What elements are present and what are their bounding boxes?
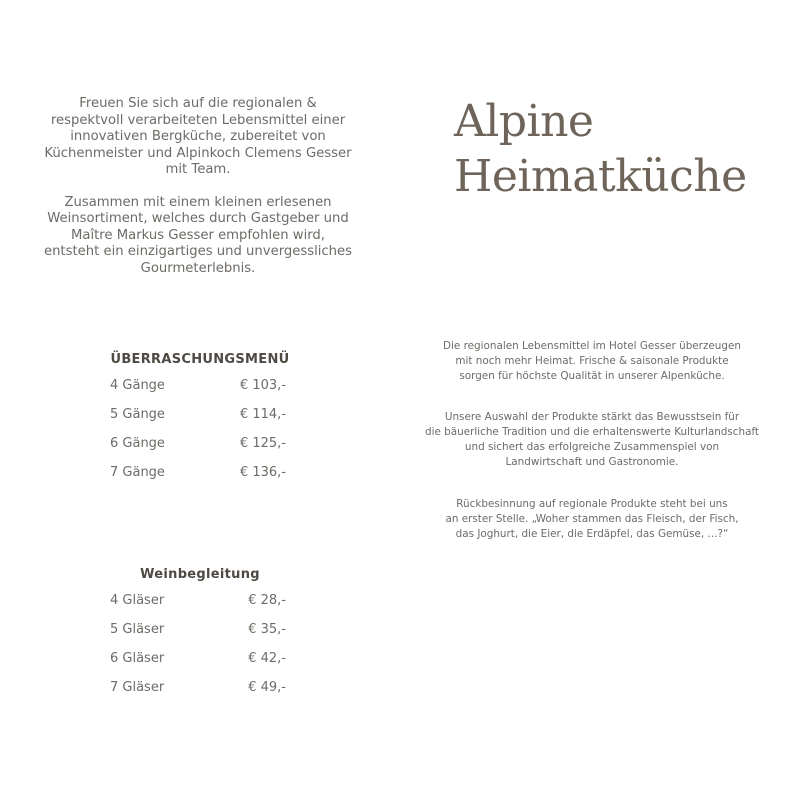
price-row-value: € 136,- <box>239 465 286 480</box>
page-title-line-1: Alpine <box>454 96 594 147</box>
price-row-value: € 35,- <box>248 622 286 637</box>
right-line: und sichert das erfolgreiche Zusammenspiel von <box>464 441 720 453</box>
price-row <box>110 378 290 407</box>
intro-text <box>38 96 358 293</box>
right-paragraph-2-text <box>413 410 771 470</box>
price-row-label: 7 Gänge <box>110 465 165 480</box>
price-row-label: 7 Gläser <box>110 680 165 695</box>
price-row-value: € 103,- <box>239 378 286 393</box>
price-row <box>110 622 290 651</box>
right-line: an erster Stelle. „Woher stammen das Fleisch, der Fisch, <box>445 513 739 525</box>
price-row-value: € 114,- <box>239 407 286 422</box>
right-paragraph-3-text <box>413 497 771 542</box>
right-line: die bäuerliche Tradition und die erhaltenswerte Kulturlandschaft <box>424 426 760 438</box>
wine-pairing <box>110 567 290 709</box>
right-line: Die regionalen Lebensmittel im Hotel Gesser überzeugen <box>443 340 741 352</box>
intro-line: entsteht ein einzigartiges und unvergessliches <box>43 244 353 259</box>
intro-line: Freuen Sie sich auf die regionalen & <box>79 96 317 111</box>
price-row-value: € 125,- <box>239 436 286 451</box>
intro-line: Weinsortiment, welches durch Gastgeber und <box>47 211 349 226</box>
intro-line: Gourmeterlebnis. <box>140 260 256 276</box>
right-paragraph-3 <box>413 497 771 542</box>
intro-line: Küchenmeister und Alpinkoch Clemens Gesser <box>44 145 352 161</box>
price-row <box>110 407 290 436</box>
right-line: Landwirtschaft und Gastronomie. <box>505 456 679 468</box>
wine-pairing-title: Weinbegleitung <box>140 567 260 582</box>
intro-line: Maître Markus Gesser empfohlen wird, <box>71 227 325 243</box>
surprise-menu-title: ÜBERRASCHUNGSMENÜ <box>110 352 290 367</box>
intro-line: Zusammen mit einem kleinen erlesenen <box>64 194 332 210</box>
right-line: das Joghurt, die Eier, die Erdäpfel, das Gemüse, ...?“ <box>455 528 729 540</box>
right-line: Rückbesinnung auf regionale Produkte steht bei uns <box>456 498 728 510</box>
price-row-value: € 28,- <box>248 593 286 608</box>
price-row <box>110 593 290 622</box>
intro-line: respektvoll verarbeiteten Lebensmittel einer <box>50 112 346 128</box>
right-paragraph-1-text <box>413 339 771 384</box>
intro-line: innovativen Bergküche, zubereitet von <box>70 129 326 144</box>
price-row <box>110 680 290 709</box>
price-row-label: 6 Gläser <box>110 651 165 666</box>
right-paragraph-1 <box>413 339 771 384</box>
price-row-value: € 42,- <box>248 651 286 666</box>
right-line: mit noch mehr Heimat. Frische & saisonale Produkte <box>455 355 729 367</box>
right-line: sorgen für höchste Qualität in unserer Alpenküche. <box>459 370 725 382</box>
page-title <box>454 94 747 204</box>
right-line: Unsere Auswahl der Produkte stärkt das Bewusstsein für <box>444 411 740 423</box>
surprise-menu <box>110 352 290 494</box>
intro-paragraph-1 <box>38 96 358 179</box>
price-row-label: 6 Gänge <box>110 436 165 451</box>
price-row-value: € 49,- <box>248 680 286 695</box>
price-row-label: 4 Gläser <box>110 593 165 608</box>
page-title-line-2: Heimatküche <box>454 151 747 202</box>
price-row <box>110 651 290 680</box>
price-row-label: 5 Gläser <box>110 622 165 637</box>
price-row-label: 5 Gänge <box>110 407 165 422</box>
right-paragraph-2 <box>413 410 771 470</box>
intro-paragraph-2 <box>38 195 358 278</box>
price-row <box>110 465 290 494</box>
price-row <box>110 436 290 465</box>
price-row-label: 4 Gänge <box>110 378 165 393</box>
intro-line: mit Team. <box>165 162 231 177</box>
